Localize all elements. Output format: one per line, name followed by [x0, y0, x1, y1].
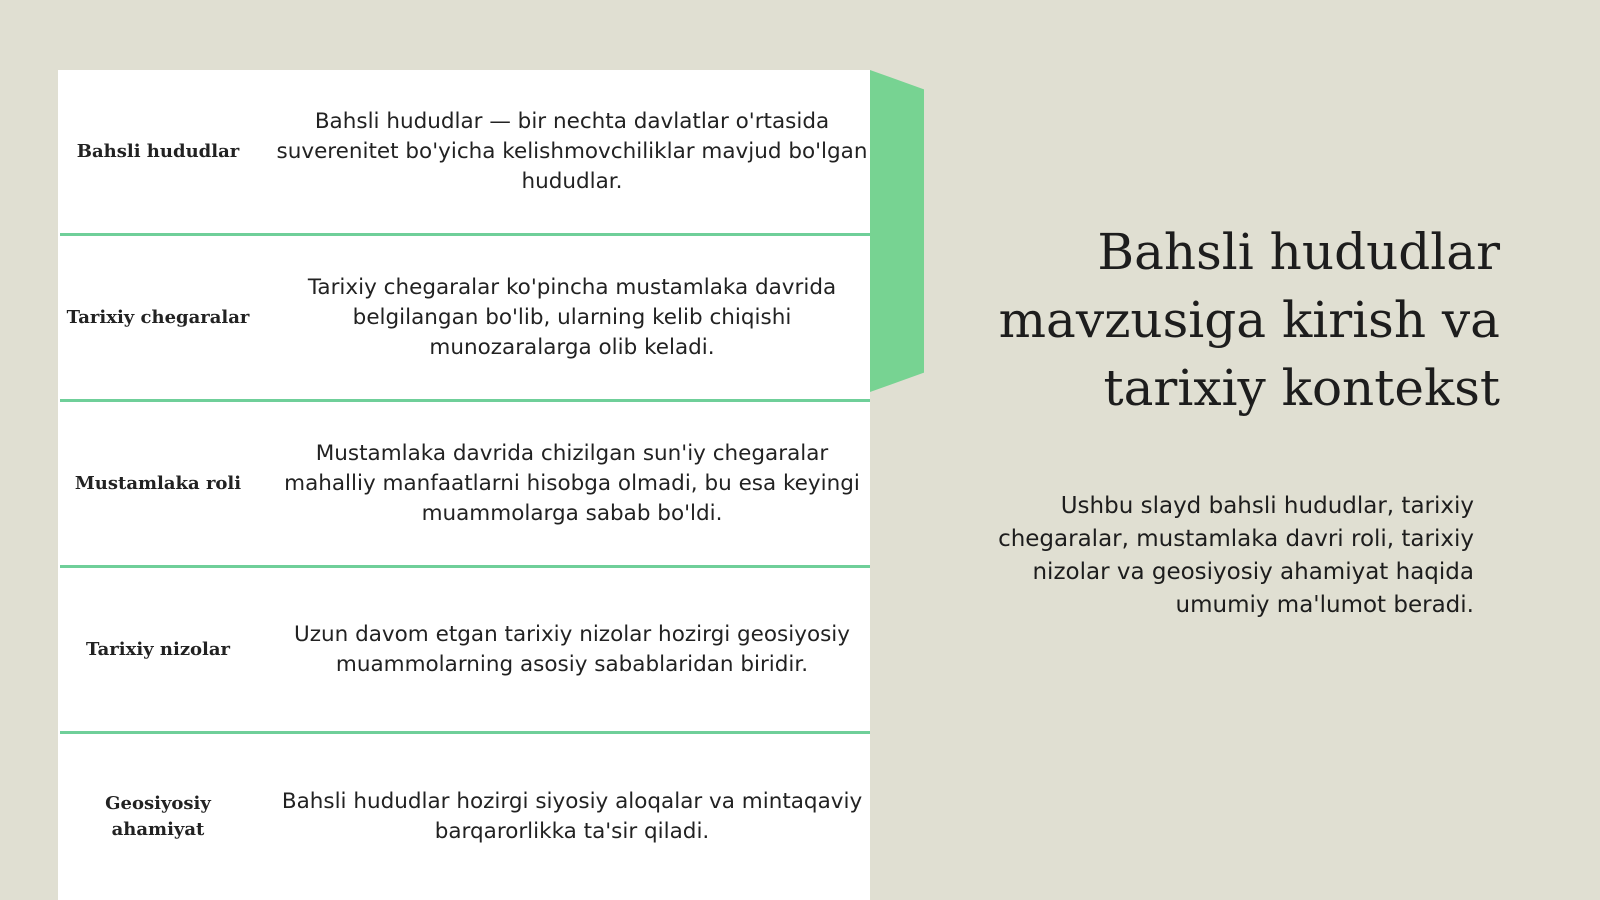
table-row — [58, 734, 870, 900]
table-row — [58, 236, 870, 399]
row-label: Tarixiy nizolar — [85, 638, 231, 660]
row-description: Bahsli hududlar — bir nechta davlatlar o'rtasida suverenitet bo'yicha kelishmovchiliklar mavjud bo'lgan hududlar. — [276, 108, 868, 194]
row-description: Uzun davom etgan tarixiy nizolar hozirgi geosiyosiy muammolarning asosiy sabablaridan biridir. — [294, 621, 850, 677]
row-label: Bahsli hududlar — [76, 140, 240, 162]
table-row — [58, 568, 870, 731]
row-label: Geosiyosiy ahamiyat — [105, 793, 211, 840]
row-description: Tarixiy chegaralar ko'pincha mustamlaka davrida belgilangan bo'lib, ularning kelib chiqishi munozaralarga olib keladi. — [307, 274, 837, 360]
table-row — [58, 70, 870, 233]
row-description: Mustamlaka davrida chizilgan sun'iy chegaralar mahalliy manfaatlarni hisobga olmadi, bu esa keyingi muammolarga sabab bo'ldi. — [284, 440, 860, 526]
slide-summary: Ushbu slayd bahsli hududlar, tarixiy chegaralar, mustamlaka davri roli, tarixiy nizolar va geosiyosiy ahamiyat haqida umumiy ma'lumot beradi. — [998, 493, 1474, 618]
row-label: Mustamlaka roli — [74, 472, 242, 494]
slide-title: Bahsli hududlar mavzusiga kirish va tarixiy kontekst — [998, 223, 1500, 417]
row-label: Tarixiy chegaralar — [66, 306, 250, 328]
topics-table — [58, 70, 870, 900]
row-description: Bahsli hududlar hozirgi siyosiy aloqalar va mintaqaviy barqarorlikka ta'sir qiladi. — [281, 789, 863, 844]
accent-tab — [870, 70, 924, 392]
table-row — [58, 402, 870, 565]
